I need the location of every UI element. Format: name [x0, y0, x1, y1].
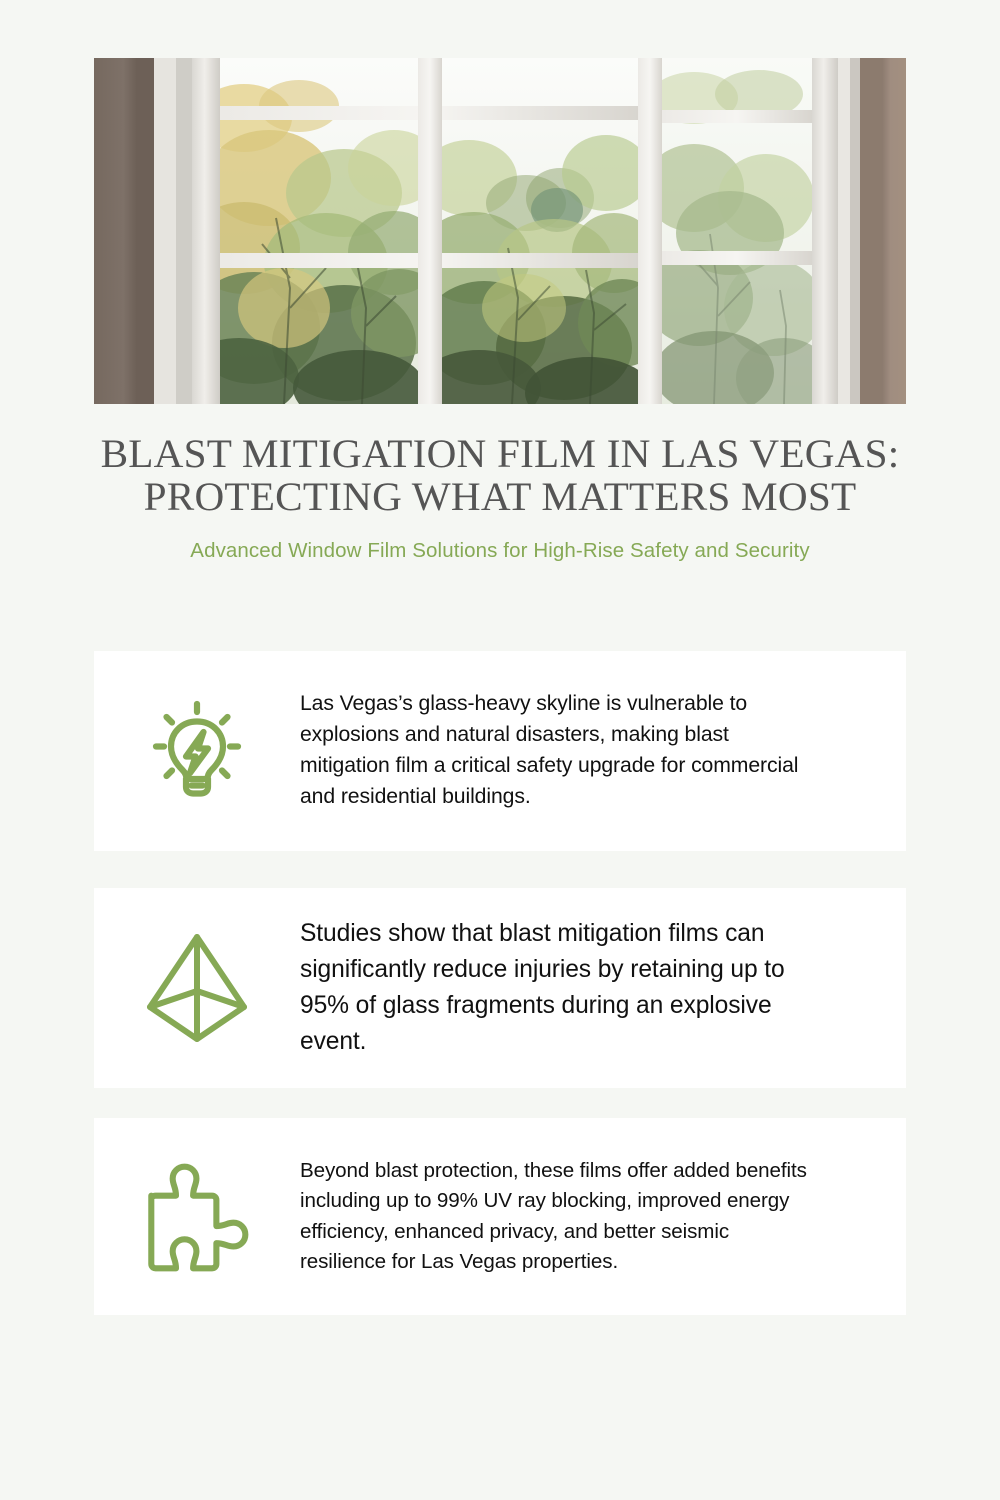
info-card	[94, 1118, 906, 1315]
page-subtitle: Advanced Window Film Solutions for High-Rise Safety and Security	[190, 539, 810, 563]
info-card-text: Studies show that blast mitigation films can significantly reduce injuries by retaining up to 95% of glass fragments during an explosive event.	[300, 919, 785, 1056]
puzzle-piece-icon	[94, 1161, 300, 1273]
foliage-right	[644, 58, 832, 404]
page-title: BLAST MITIGATION FILM IN LAS VEGAS: PROTECTING WHAT MATTERS MOST	[100, 431, 900, 520]
header-block	[70, 432, 930, 564]
hero-window-photo	[94, 58, 906, 404]
lightbulb-bolt-icon	[94, 697, 300, 805]
window-illustration	[94, 58, 906, 404]
pyramid-wireframe-icon	[94, 929, 300, 1047]
info-card-text: Beyond blast protection, these films offer added benefits including up to 99% UV ray blocking, improved energy efficiency, enhanced privacy, and better seismic resilience for Las Vegas properties.	[300, 1159, 807, 1273]
info-card-text: Las Vegas’s glass-heavy skyline is vulnerable to explosions and natural disasters, making blast mitigation film a critical safety upgrade for commercial and residential buildings.	[300, 692, 799, 808]
info-card	[94, 888, 906, 1088]
info-card	[94, 651, 906, 851]
